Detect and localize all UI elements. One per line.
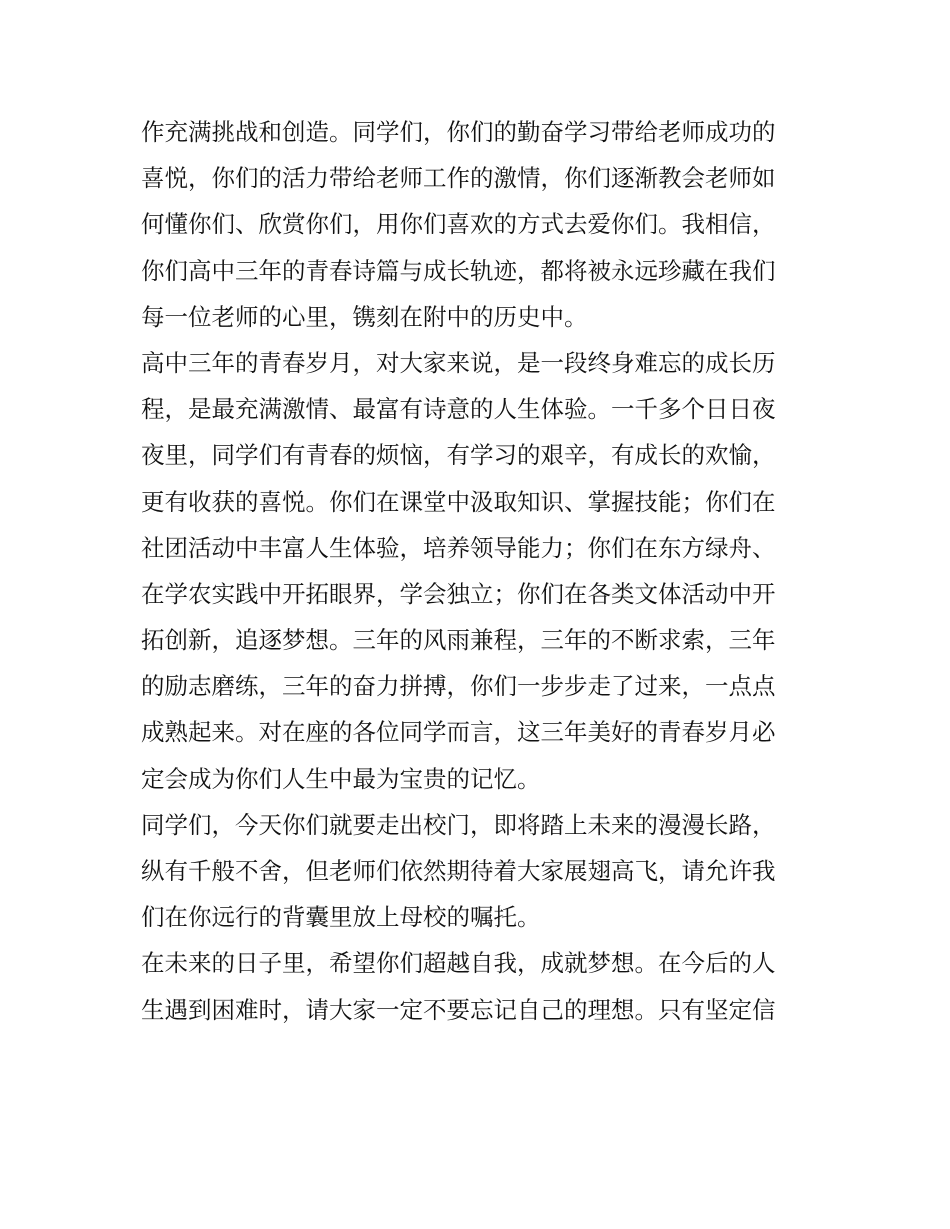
text-line: 程，是最充满激情、最富有诗意的人生体验。一千多个日日夜 (141, 395, 776, 424)
text-line: 作充满挑战和创造。同学们，你们的勤奋学习带给老师成功的 (141, 118, 776, 146)
text-line: 纵有千般不舍，但老师们依然期待着大家展翅高飞，请允许我 (141, 857, 776, 885)
text-line: 拓创新，追逐梦想。三年的风雨兼程，三年的不断求索，三年 (141, 626, 776, 655)
text-line: 定会成为你们人生中最为宝贵的记忆。 (141, 764, 541, 793)
text-line: 的励志磨练，三年的奋力拼搏，你们一步步走了过来，一点点 (141, 672, 776, 701)
document-body (141, 109, 813, 1033)
text-line: 成熟起来。对在座的各位同学而言，这三年美好的青春岁月必 (141, 718, 776, 747)
text-line: 在未来的日子里，希望你们超越自我，成就梦想。在今后的人 (141, 949, 776, 978)
text-line: 何懂你们、欣赏你们，用你们喜欢的方式去爱你们。我相信， (141, 210, 776, 239)
text-line: 同学们，今天你们就要走出校门，即将踏上未来的漫漫长路， (141, 810, 776, 839)
text-line: 高中三年的青春岁月，对大家来说，是一段终身难忘的成长历 (141, 348, 776, 377)
text-line: 你们高中三年的青春诗篇与成长轨迹，都将被永远珍藏在我们 (141, 256, 776, 285)
text-line: 们在你远行的背囊里放上母校的嘱托。 (141, 903, 541, 932)
text-line: 生遇到困难时，请大家一定不要忘记自己的理想。只有坚定信 (141, 995, 776, 1024)
text-line: 喜悦，你们的活力带给老师工作的激情，你们逐渐教会老师如 (141, 164, 776, 193)
text-line: 更有收获的喜悦。你们在课堂中汲取知识、掌握技能；你们在 (141, 487, 776, 516)
text-line: 在学农实践中开拓眼界，学会独立；你们在各类文体活动中开 (141, 579, 776, 608)
text-line: 夜里，同学们有青春的烦恼，有学习的艰辛，有成长的欢愉， (141, 441, 776, 470)
text-line: 每一位老师的心里，镌刻在附中的历史中。 (141, 302, 588, 331)
text-line: 社团活动中丰富人生体验，培养领导能力；你们在东方绿舟、 (141, 533, 776, 562)
